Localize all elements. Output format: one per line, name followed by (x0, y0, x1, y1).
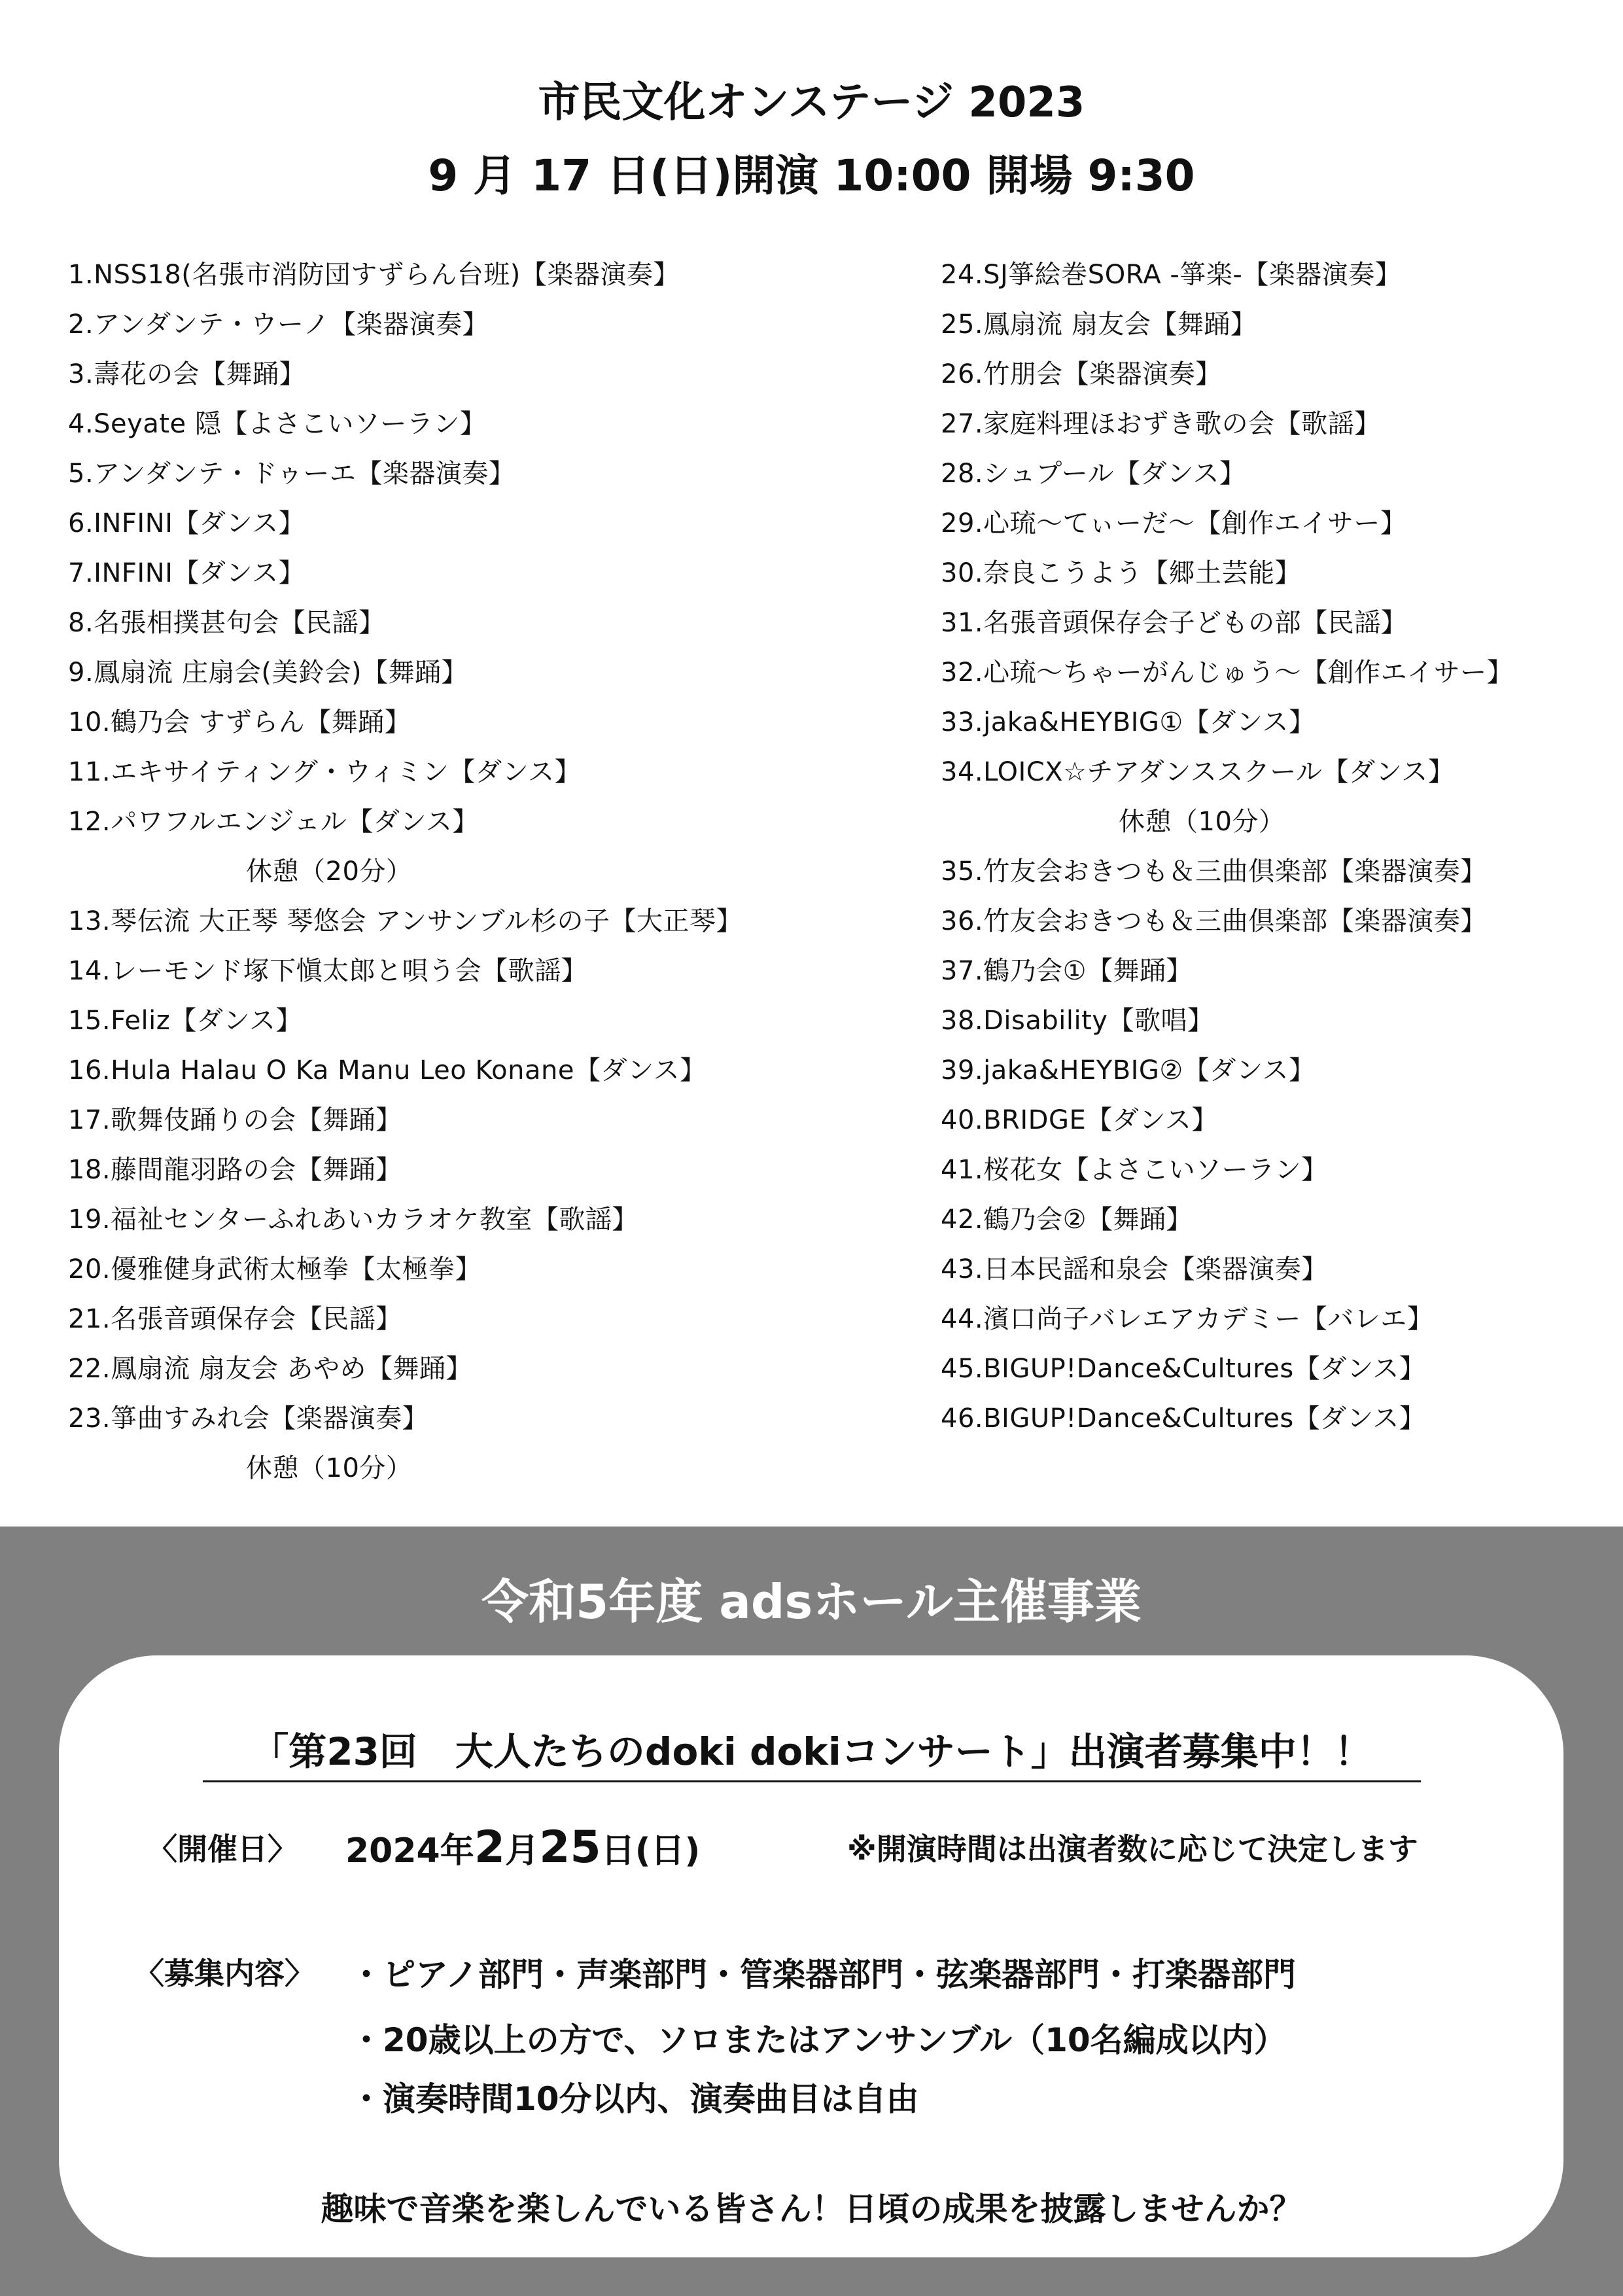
program-item: 33.jaka&HEYBIG①【ダンス】 (941, 707, 1316, 737)
requirement-item: ・20歳以上の方で、ソロまたはアンサンブル（10名編成以内） (350, 2021, 1287, 2059)
program-item: 44.濱口尚子バレエアカデミー【バレエ】 (941, 1304, 1434, 1334)
program-item: 2.アンダンテ・ウーノ【楽器演奏】 (68, 309, 489, 340)
program-item: 24.SJ箏絵巻SORA -箏楽-【楽器演奏】 (941, 260, 1402, 290)
program-item: 4.Seyate 隠【よさこいソーラン】 (68, 409, 487, 439)
program-item: 23.箏曲すみれ会【楽器演奏】 (68, 1404, 429, 1434)
program-item: 26.竹朋会【楽器演奏】 (941, 359, 1222, 389)
program-item: 25.鳳扇流 扇友会【舞踊】 (941, 309, 1257, 340)
program-item: 11.エキサイティング・ウィミン【ダンス】 (68, 757, 582, 787)
start-time-note: ※開演時間は出演者数に応じて決定します (847, 1831, 1418, 1867)
concert-date (345, 1822, 700, 1873)
page-title: 市民文化オンステージ 2023 (538, 79, 1085, 127)
program-item: 30.奈良こうよう【郷土芸能】 (941, 558, 1302, 588)
program-item: 38.Disability【歌唱】 (941, 1006, 1214, 1036)
program-item: 14.レーモンド塚下愼太郎と唄う会【歌謡】 (68, 956, 588, 986)
program-item: 29.心琉〜てぃーだ〜【創作エイサー】 (941, 508, 1407, 539)
program-item: 42.鶴乃会②【舞踊】 (941, 1205, 1193, 1235)
program-item: 22.鳳扇流 扇友会 あやめ【舞踊】 (68, 1354, 473, 1384)
program-item: 8.名張相撲甚句会【民謡】 (68, 608, 385, 638)
program-item: 36.竹友会おきつも＆三曲倶楽部【楽器演奏】 (941, 906, 1487, 936)
program-item: 40.BRIDGE【ダンス】 (941, 1105, 1218, 1135)
program-item: 12.パワフルエンジェル【ダンス】 (68, 807, 479, 837)
requirement-item: ・ピアノ部門・声楽部門・管楽器部門・弦楽器部門・打楽器部門 (350, 1956, 1296, 1994)
date-month-unit: 月 (505, 1831, 540, 1871)
program-item: 35.竹友会おきつも＆三曲倶楽部【楽器演奏】 (941, 857, 1487, 887)
program-item: 16.Hula Halau O Ka Manu Leo Konane【ダンス】 (68, 1055, 707, 1086)
date-day-unit: 日(日) (601, 1831, 701, 1871)
intermission-item: 休憩（10分） (246, 1453, 413, 1483)
date-month: 2 (474, 1822, 506, 1873)
program-item: 34.LOICX☆チアダンススクール【ダンス】 (941, 757, 1455, 787)
program-item: 45.BIGUP!Dance&Cultures【ダンス】 (941, 1354, 1426, 1384)
title-underline (203, 1780, 1421, 1782)
intermission-item: 休憩（10分） (1119, 807, 1285, 837)
program-list-right (941, 250, 1608, 1443)
program-item: 31.名張音頭保存会子どもの部【民謡】 (941, 608, 1408, 638)
program-item: 41.桜花女【よさこいソーラン】 (941, 1155, 1328, 1185)
program-list-left (68, 250, 853, 1493)
program-item: 9.鳳扇流 庄扇会(美鈴会)【舞踊】 (68, 658, 468, 688)
program-item: 5.アンダンテ・ドゥーエ【楽器演奏】 (68, 459, 515, 489)
date-year: 2024年 (345, 1831, 474, 1871)
appeal-message: 趣味で音楽を楽しんでいる皆さん！日頃の成果を披露しませんか？ (321, 2190, 1302, 2228)
program-item: 7.INFINI【ダンス】 (68, 558, 305, 588)
program-item: 28.シュプール【ダンス】 (941, 459, 1246, 489)
program-item: 15.Feliz【ダンス】 (68, 1006, 302, 1036)
program-item: 13.琴伝流 大正琴 琴悠会 アンサンブル杉の子【大正琴】 (68, 906, 743, 936)
program-item: 27.家庭料理ほおずき歌の会【歌謡】 (941, 409, 1381, 439)
program-item: 10.鶴乃会 すずらん【舞踊】 (68, 707, 411, 737)
program-item: 20.優雅健身武術太極拳【太極拳】 (68, 1254, 482, 1284)
program-item: 18.藤間龍羽路の会【舞踊】 (68, 1155, 402, 1185)
program-item: 37.鶴乃会①【舞踊】 (941, 956, 1193, 986)
program-item: 46.BIGUP!Dance&Cultures【ダンス】 (941, 1404, 1426, 1434)
program-item: 6.INFINI【ダンス】 (68, 508, 305, 539)
program-item: 39.jaka&HEYBIG②【ダンス】 (941, 1055, 1316, 1086)
program-item: 19.福祉センターふれあいカラオケ教室【歌謡】 (68, 1205, 638, 1235)
event-date-line: 9 月 17 日(日)開演 10:00 開場 9:30 (428, 150, 1195, 201)
program-item: 43.日本民謡和泉会【楽器演奏】 (941, 1254, 1328, 1284)
requirement-item: ・演奏時間10分以内、演奏曲目は自由 (350, 2080, 919, 2118)
concert-recruitment-title: 「第23回 大人たちのdoki dokiコンサート」出演者募集中！！ (251, 1729, 1372, 1774)
date-day: 25 (539, 1822, 601, 1873)
program-item: 17.歌舞伎踊りの会【舞踊】 (68, 1105, 402, 1135)
content-label: 〈募集内容〉 (134, 1956, 315, 1991)
date-label: 〈開催日〉 (147, 1831, 298, 1867)
program-item: 3.壽花の会【舞踊】 (68, 359, 306, 389)
program-item: 1.NSS18(名張市消防団すずらん台班)【楽器演奏】 (68, 260, 680, 290)
intermission-item: 休憩（20分） (246, 857, 413, 887)
notice-band-title: 令和5年度 adsホール主催事業 (481, 1574, 1142, 1629)
program-item: 21.名張音頭保存会【民謡】 (68, 1304, 402, 1334)
program-item: 32.心琉〜ちゃーがんじゅう〜【創作エイサー】 (941, 658, 1514, 688)
